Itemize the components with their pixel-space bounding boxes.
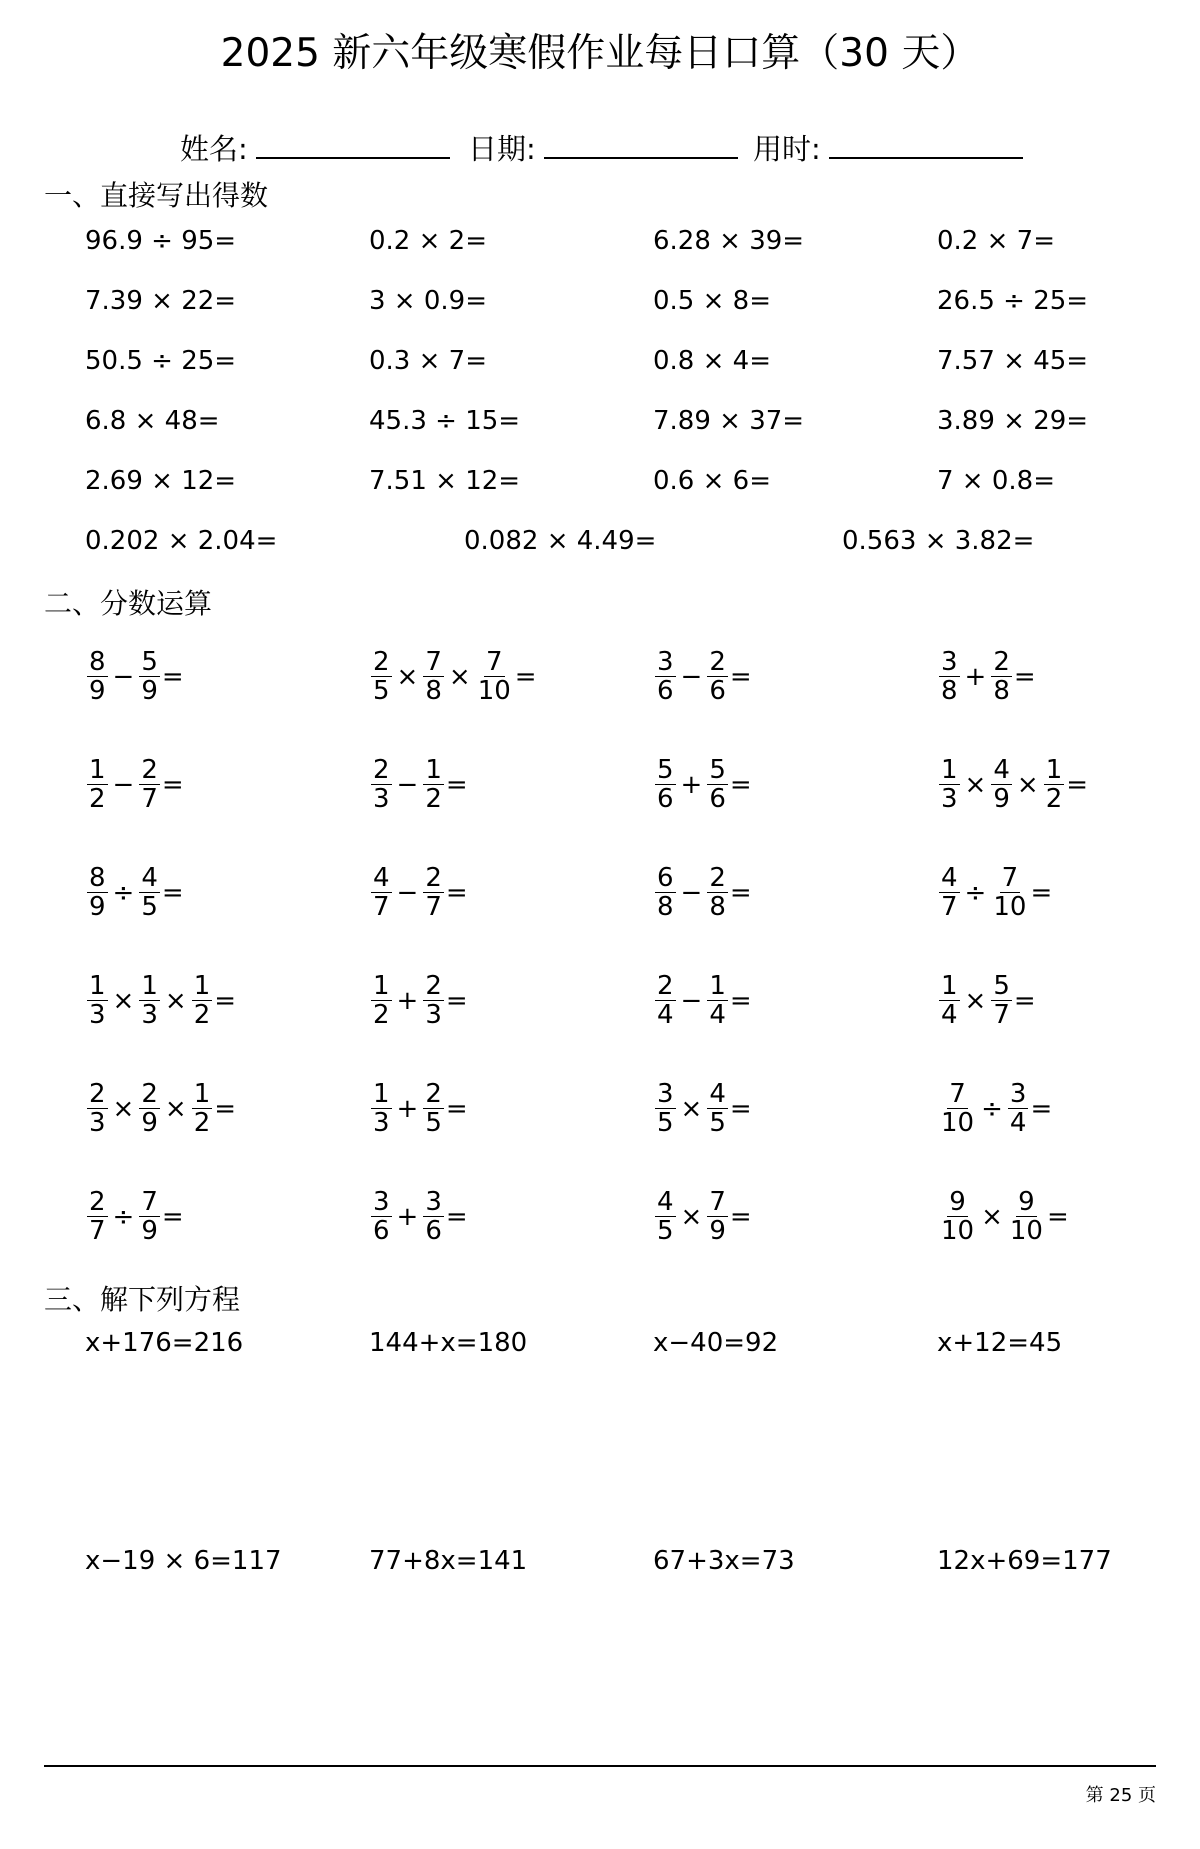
numerator: 5 <box>993 971 1010 1001</box>
denominator: 10 <box>941 1216 975 1247</box>
operator: × <box>112 1093 135 1124</box>
operator: + <box>396 1093 419 1124</box>
direct-problem: 0.8 × 4= <box>653 346 771 376</box>
equals-sign: = <box>214 1093 237 1124</box>
denominator: 3 <box>373 784 390 815</box>
equation-problem: 12x+69=177 <box>937 1546 1112 1576</box>
direct-problem: 26.5 ÷ 25= <box>937 286 1089 316</box>
fraction-problem <box>653 1188 752 1245</box>
operator: + <box>680 769 703 800</box>
operator: ÷ <box>112 877 135 908</box>
numerator: 1 <box>425 755 442 785</box>
fraction <box>655 1080 676 1137</box>
equation-problem: 77+8x=141 <box>369 1546 528 1576</box>
fraction <box>939 648 960 705</box>
denominator: 7 <box>941 892 958 923</box>
equation-problem: x+176=216 <box>85 1328 244 1358</box>
fraction <box>939 864 960 921</box>
fraction-problem <box>937 1080 1052 1137</box>
fraction-problem <box>937 972 1036 1029</box>
direct-problem: 7 × 0.8= <box>937 466 1055 496</box>
fraction <box>371 756 392 813</box>
denominator: 7 <box>141 784 158 815</box>
numerator: 4 <box>941 863 958 893</box>
fraction-problem <box>369 972 468 1029</box>
fraction <box>1008 1188 1045 1245</box>
fraction-problem <box>937 648 1036 705</box>
fraction <box>423 1080 444 1137</box>
denominator: 6 <box>657 784 674 815</box>
fraction <box>655 756 676 813</box>
denominator: 4 <box>657 1000 674 1031</box>
numerator: 2 <box>709 863 726 893</box>
fraction <box>991 864 1028 921</box>
equals-sign: = <box>1030 877 1053 908</box>
fraction <box>707 864 728 921</box>
numerator: 1 <box>89 755 106 785</box>
equals-sign: = <box>729 661 752 692</box>
direct-problem: 0.202 × 2.04= <box>85 526 278 556</box>
denominator: 3 <box>373 1108 390 1139</box>
numerator: 7 <box>709 1187 726 1217</box>
numerator: 4 <box>373 863 390 893</box>
fraction <box>939 1188 976 1245</box>
numerator: 7 <box>1001 863 1019 893</box>
denominator: 10 <box>477 676 511 707</box>
denominator: 9 <box>141 676 158 707</box>
denominator: 5 <box>373 676 390 707</box>
equals-sign: = <box>1013 661 1036 692</box>
numerator: 5 <box>657 755 674 785</box>
direct-problem: 0.2 × 7= <box>937 226 1055 256</box>
fraction <box>87 1188 108 1245</box>
equals-sign: = <box>161 769 184 800</box>
name-blank[interactable] <box>256 131 450 159</box>
equals-sign: = <box>1030 1093 1053 1124</box>
operator: × <box>396 661 419 692</box>
fraction <box>707 972 728 1029</box>
equals-sign: = <box>729 769 752 800</box>
fraction-problem <box>85 1188 184 1245</box>
fraction <box>371 648 392 705</box>
numerator: 5 <box>141 647 158 677</box>
fraction <box>939 1080 976 1137</box>
denominator: 8 <box>941 676 958 707</box>
fraction-problem <box>937 1188 1069 1245</box>
numerator: 2 <box>993 647 1010 677</box>
fraction <box>476 648 513 705</box>
denominator: 8 <box>993 676 1010 707</box>
numerator: 4 <box>141 863 158 893</box>
footer-divider <box>44 1765 1156 1767</box>
direct-problem: 0.3 × 7= <box>369 346 487 376</box>
operator: × <box>448 661 471 692</box>
fraction <box>87 756 108 813</box>
equals-sign: = <box>514 661 537 692</box>
numerator: 1 <box>373 1079 390 1109</box>
numerator: 2 <box>425 863 442 893</box>
denominator: 5 <box>709 1108 726 1139</box>
numerator: 4 <box>709 1079 726 1109</box>
date-field <box>468 131 738 164</box>
numerator: 1 <box>941 755 958 785</box>
fraction <box>192 1080 213 1137</box>
numerator: 7 <box>425 647 442 677</box>
numerator: 6 <box>657 863 674 893</box>
equals-sign: = <box>729 877 752 908</box>
operator: × <box>164 985 187 1016</box>
denominator: 9 <box>89 676 106 707</box>
numerator: 1 <box>193 971 211 1001</box>
denominator: 8 <box>709 892 726 923</box>
equals-sign: = <box>729 985 752 1016</box>
equals-sign: = <box>445 877 468 908</box>
fraction <box>87 864 108 921</box>
direct-problem: 3 × 0.9= <box>369 286 487 316</box>
fraction-problem <box>937 864 1052 921</box>
denominator: 10 <box>993 892 1027 923</box>
fraction <box>1008 1080 1029 1137</box>
operator: − <box>396 877 419 908</box>
fraction-problem <box>369 648 537 705</box>
direct-problem: 7.89 × 37= <box>653 406 805 436</box>
denominator: 9 <box>141 1108 158 1139</box>
equals-sign: = <box>445 1201 468 1232</box>
numerator: 9 <box>1018 1187 1035 1217</box>
equation-problem: x−40=92 <box>653 1328 779 1358</box>
date-label: 日期: <box>468 132 536 166</box>
time-field <box>753 131 1023 164</box>
direct-problem: 0.6 × 6= <box>653 466 771 496</box>
direct-problem: 45.3 ÷ 15= <box>369 406 521 436</box>
fraction <box>423 972 444 1029</box>
operator: × <box>680 1093 703 1124</box>
name-field <box>180 131 450 164</box>
fraction <box>423 1188 444 1245</box>
fraction-problem <box>85 864 184 921</box>
fraction <box>655 648 676 705</box>
numerator: 2 <box>709 647 726 677</box>
numerator: 7 <box>485 647 503 677</box>
denominator: 2 <box>1045 784 1063 815</box>
fraction <box>991 972 1012 1029</box>
fraction <box>371 972 392 1029</box>
operator: ÷ <box>112 1201 135 1232</box>
fraction-problem <box>369 1080 468 1137</box>
time-blank[interactable] <box>829 131 1023 159</box>
direct-problem: 3.89 × 29= <box>937 406 1089 436</box>
numerator: 3 <box>425 1187 442 1217</box>
name-label: 姓名: <box>180 132 248 166</box>
fraction <box>1044 756 1065 813</box>
direct-problem: 7.51 × 12= <box>369 466 521 496</box>
numerator: 9 <box>949 1187 966 1217</box>
fraction-problem <box>653 864 752 921</box>
operator: − <box>680 661 703 692</box>
equation-problem: 144+x=180 <box>369 1328 528 1358</box>
numerator: 1 <box>373 971 390 1001</box>
section-heading-equations: 三、解下列方程 <box>44 1283 241 1316</box>
denominator: 10 <box>1009 1216 1043 1247</box>
denominator: 6 <box>425 1216 442 1247</box>
numerator: 4 <box>657 1187 674 1217</box>
fraction <box>655 1188 676 1245</box>
numerator: 1 <box>89 971 106 1001</box>
denominator: 4 <box>709 1000 726 1031</box>
operator: + <box>964 661 987 692</box>
denominator: 7 <box>425 892 442 923</box>
direct-problem: 50.5 ÷ 25= <box>85 346 237 376</box>
numerator: 3 <box>657 647 674 677</box>
denominator: 3 <box>141 1000 158 1031</box>
fraction-problem <box>369 1188 468 1245</box>
numerator: 3 <box>1009 1079 1027 1109</box>
denominator: 5 <box>141 892 158 923</box>
fraction-problem <box>937 756 1088 813</box>
numerator: 7 <box>141 1187 158 1217</box>
numerator: 2 <box>373 755 390 785</box>
operator: − <box>112 661 135 692</box>
denominator: 7 <box>993 1000 1010 1031</box>
fraction-problem <box>369 756 468 813</box>
equals-sign: = <box>445 769 468 800</box>
operator: − <box>112 769 135 800</box>
denominator: 5 <box>657 1216 674 1247</box>
denominator: 2 <box>193 1108 211 1139</box>
page-number: 第 25 页 <box>1085 1785 1156 1806</box>
fraction <box>423 756 444 813</box>
numerator: 8 <box>89 647 106 677</box>
numerator: 2 <box>373 647 390 677</box>
direct-problem: 0.563 × 3.82= <box>842 526 1035 556</box>
fraction <box>87 972 108 1029</box>
fraction-problem <box>653 972 752 1029</box>
fraction-problem <box>85 1080 236 1137</box>
fraction <box>707 648 728 705</box>
numerator: 3 <box>657 1079 674 1109</box>
fraction-problem <box>653 648 752 705</box>
direct-problem: 0.082 × 4.49= <box>464 526 657 556</box>
operator: × <box>981 1201 1003 1232</box>
denominator: 5 <box>657 1108 674 1139</box>
denominator: 10 <box>941 1108 975 1139</box>
fraction <box>707 1080 728 1137</box>
numerator: 1 <box>941 971 958 1001</box>
equals-sign: = <box>1046 1201 1069 1232</box>
operator: + <box>396 1201 419 1232</box>
operator: − <box>680 985 703 1016</box>
fraction <box>991 648 1012 705</box>
operator: − <box>396 769 419 800</box>
fraction <box>423 864 444 921</box>
section-heading-fractions: 二、分数运算 <box>44 587 213 620</box>
denominator: 6 <box>709 676 726 707</box>
fraction <box>991 756 1012 813</box>
direct-problem: 7.57 × 45= <box>937 346 1089 376</box>
operator: ÷ <box>964 877 987 908</box>
numerator: 2 <box>141 1079 158 1109</box>
denominator: 3 <box>89 1000 106 1031</box>
equals-sign: = <box>161 1201 184 1232</box>
page-title: 2025 新六年级寒假作业每日口算（30 天） <box>220 31 980 76</box>
operator: + <box>396 985 419 1016</box>
fraction <box>139 648 160 705</box>
numerator: 4 <box>993 755 1010 785</box>
denominator: 2 <box>89 784 106 815</box>
fraction-problem <box>85 648 184 705</box>
direct-problem: 6.28 × 39= <box>653 226 805 256</box>
equals-sign: = <box>1066 769 1089 800</box>
fraction <box>139 1188 160 1245</box>
fraction <box>87 648 108 705</box>
direct-problem: 7.39 × 22= <box>85 286 237 316</box>
equals-sign: = <box>161 877 184 908</box>
direct-problem: 2.69 × 12= <box>85 466 237 496</box>
fraction <box>139 864 160 921</box>
equals-sign: = <box>729 1093 752 1124</box>
equals-sign: = <box>214 985 237 1016</box>
denominator: 4 <box>1009 1108 1027 1139</box>
fraction-problem <box>85 756 184 813</box>
denominator: 3 <box>941 784 958 815</box>
fraction <box>939 972 960 1029</box>
equals-sign: = <box>161 661 184 692</box>
numerator: 1 <box>141 971 158 1001</box>
direct-problem: 6.8 × 48= <box>85 406 220 436</box>
denominator: 6 <box>709 784 726 815</box>
denominator: 3 <box>425 1000 442 1031</box>
denominator: 2 <box>425 784 442 815</box>
numerator: 5 <box>709 755 726 785</box>
section-heading-direct: 一、直接写出得数 <box>44 179 269 212</box>
fraction <box>192 972 213 1029</box>
numerator: 1 <box>709 971 726 1001</box>
operator: × <box>1016 769 1039 800</box>
operator: × <box>112 985 135 1016</box>
denominator: 9 <box>89 892 106 923</box>
operator: × <box>964 769 987 800</box>
fraction-problem <box>653 756 752 813</box>
fraction <box>655 972 676 1029</box>
equals-sign: = <box>1013 985 1036 1016</box>
denominator: 6 <box>373 1216 390 1247</box>
numerator: 3 <box>373 1187 390 1217</box>
fraction <box>139 972 160 1029</box>
numerator: 2 <box>425 971 442 1001</box>
numerator: 1 <box>193 1079 211 1109</box>
denominator: 5 <box>425 1108 442 1139</box>
denominator: 7 <box>373 892 390 923</box>
denominator: 2 <box>193 1000 211 1031</box>
denominator: 4 <box>941 1000 958 1031</box>
fraction-problem <box>85 972 236 1029</box>
denominator: 6 <box>657 676 674 707</box>
fraction <box>939 756 960 813</box>
fraction <box>139 756 160 813</box>
date-blank[interactable] <box>544 131 738 159</box>
numerator: 2 <box>657 971 674 1001</box>
fraction <box>423 648 444 705</box>
operator: × <box>680 1201 703 1232</box>
time-label: 用时: <box>753 132 821 166</box>
fraction <box>87 1080 108 1137</box>
denominator: 8 <box>425 676 442 707</box>
equals-sign: = <box>729 1201 752 1232</box>
fraction <box>371 864 392 921</box>
equals-sign: = <box>445 985 468 1016</box>
numerator: 7 <box>949 1079 966 1109</box>
equation-problem: 67+3x=73 <box>653 1546 795 1576</box>
operator: × <box>164 1093 187 1124</box>
operator: × <box>964 985 987 1016</box>
denominator: 9 <box>141 1216 158 1247</box>
denominator: 9 <box>993 784 1010 815</box>
denominator: 7 <box>89 1216 106 1247</box>
fraction <box>139 1080 160 1137</box>
direct-problem: 0.2 × 2= <box>369 226 487 256</box>
operator: − <box>680 877 703 908</box>
direct-problem: 0.5 × 8= <box>653 286 771 316</box>
fraction <box>655 864 676 921</box>
numerator: 1 <box>1045 755 1063 785</box>
equation-problem: x+12=45 <box>937 1328 1063 1358</box>
equation-problem: x−19 × 6=117 <box>85 1546 282 1576</box>
denominator: 9 <box>709 1216 726 1247</box>
denominator: 3 <box>89 1108 106 1139</box>
numerator: 2 <box>425 1079 442 1109</box>
fraction <box>371 1188 392 1245</box>
numerator: 8 <box>89 863 106 893</box>
denominator: 8 <box>657 892 674 923</box>
fraction <box>707 1188 728 1245</box>
fraction <box>707 756 728 813</box>
direct-problem: 96.9 ÷ 95= <box>85 226 237 256</box>
operator: ÷ <box>981 1093 1003 1124</box>
numerator: 3 <box>941 647 958 677</box>
equals-sign: = <box>445 1093 468 1124</box>
denominator: 2 <box>373 1000 390 1031</box>
numerator: 2 <box>89 1187 106 1217</box>
fraction-problem <box>369 864 468 921</box>
numerator: 2 <box>141 755 158 785</box>
fraction <box>371 1080 392 1137</box>
numerator: 2 <box>89 1079 106 1109</box>
fraction-problem <box>653 1080 752 1137</box>
